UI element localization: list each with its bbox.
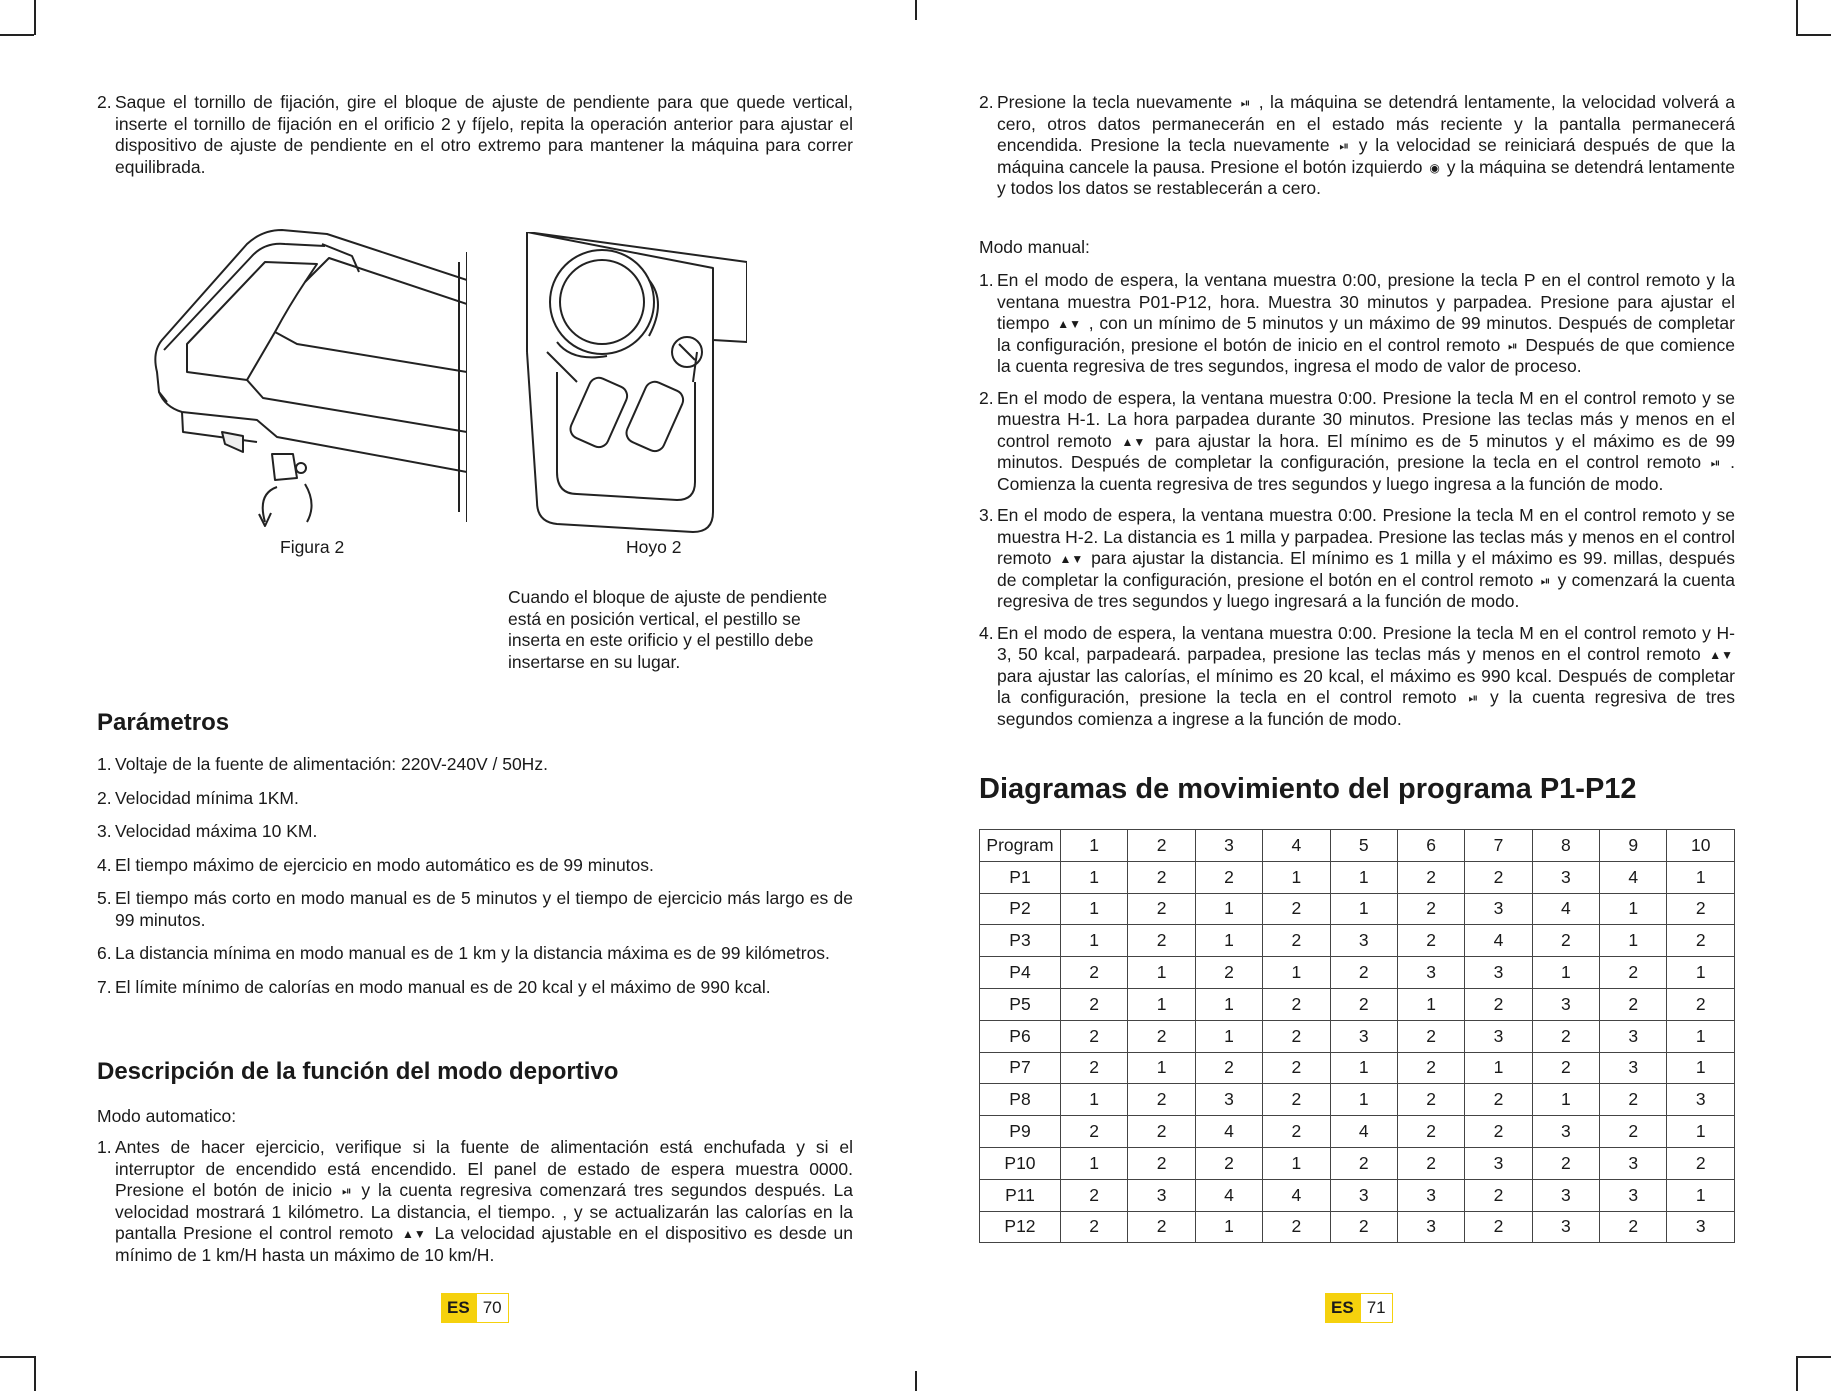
table-cell: 1	[1600, 893, 1667, 925]
crop-mark	[915, 1371, 917, 1391]
param-item: 3. Velocidad máxima 10 KM.	[97, 821, 318, 841]
page-number-left	[441, 1293, 509, 1323]
table-cell: 3	[1330, 925, 1397, 957]
param-text: Velocidad mínima 1KM.	[115, 787, 299, 808]
figure-caption: Cuando el bloque de ajuste de pendiente está en posición vertical, el pestillo se inserta en este orificio y el pestillo debe insertarse en su lugar.	[508, 587, 828, 672]
list-item: 1. Antes de hacer ejercicio, verifique si la fuente de alimentación está enchufada y si el interruptor de encendido está encendido. El panel de estado de espera muestra 0000. Presione el botón de inicio ⏯ y la cuenta regresiva comenzará tres segundos después. La velocidad mostrará 1 kilómetro. La distancia, el tiempo. , y se actualizarán las calorías en la pantalla Presione el control remoto ▲▼ La velocidad ajustable en el dispositivo es desde un mínimo de 1 km/H hasta un máximo de 10 km/H.	[97, 1137, 853, 1265]
table-cell: P9	[980, 1116, 1061, 1148]
crop-mark	[0, 1356, 34, 1358]
program-table	[979, 829, 1735, 1243]
table-cell: 2	[1195, 957, 1262, 989]
table-cell: 4	[1195, 1179, 1262, 1211]
manual-mode-label: Modo manual:	[979, 237, 1090, 257]
hole-figure	[517, 232, 747, 552]
table-cell: 1	[1667, 1179, 1735, 1211]
table-cell: 2	[1263, 1116, 1330, 1148]
table-cell: 1	[1263, 957, 1330, 989]
table-cell: 2	[1532, 1052, 1599, 1084]
table-cell: P4	[980, 957, 1061, 989]
table-cell: 2	[1397, 1052, 1464, 1084]
table-cell: 2	[1263, 1052, 1330, 1084]
table-cell: 4	[1330, 1116, 1397, 1148]
table-cell: 2	[1128, 1116, 1195, 1148]
table-cell: 1	[1128, 988, 1195, 1020]
table-cell: 3	[1465, 893, 1532, 925]
table-cell: 3	[1532, 861, 1599, 893]
up-down-arrows-icon: ▲▼	[1121, 434, 1146, 449]
table-cell: 3	[1330, 1020, 1397, 1052]
language-badge: ES	[1325, 1293, 1360, 1323]
manual-step: 1. En el modo de espera, la ventana muestra 0:00, presione la tecla P en el control remoto y la ventana muestra P01-P12, hora. Muestra 30 minutos y parpadea. Presione para ajustar el tiempo ▲▼ , con un mínimo de 5 minutos y un máximo de 99 minutos. Después de completar la configuración, presione el botón de inicio en el control remoto ⏯ Después de que comience la cuenta regresiva de tres segundos, ingresa el modo de valor de proceso.	[979, 270, 1735, 376]
right-page	[979, 92, 1736, 1237]
table-cell: 2	[1667, 1147, 1735, 1179]
table-cell: 2	[1330, 988, 1397, 1020]
table-row	[980, 1147, 1735, 1179]
manual-step: 2. En el modo de espera, la ventana muestra 0:00. Presione la tecla M en el control remoto y se muestra H-1. La hora parpadea durante 30 minutos. Presione las teclas más y menos en el control remoto ▲▼ para ajustar la hora. El mínimo es de 5 minutos y el máximo es de 99 minutos. Después de completar la configuración, presione la tecla en el control remoto ⏯ . Comienza la cuenta regresiva de tres segundos y luego ingresa a la función de modo.	[979, 387, 1736, 494]
table-cell: 3	[1397, 957, 1464, 989]
table-cell: Program	[980, 830, 1061, 862]
table-cell: 7	[1465, 830, 1532, 862]
table-row	[980, 893, 1735, 925]
table-row	[980, 1116, 1735, 1148]
table-row	[980, 988, 1735, 1020]
table-cell: 2	[1195, 1052, 1262, 1084]
table-cell: 5	[1330, 830, 1397, 862]
crop-mark	[1796, 1356, 1798, 1391]
param-text: El tiempo más corto en modo manual es de 5 minutos y el tiempo de ejercicio más largo es de 99 minutos.	[115, 888, 853, 930]
table-cell: 3	[1532, 1116, 1599, 1148]
left-page	[97, 92, 853, 1265]
table-cell: 3	[1600, 1052, 1667, 1084]
table-cell: 3	[1600, 1179, 1667, 1211]
table-cell: 2	[1195, 861, 1262, 893]
hole-label: Hoyo 2	[626, 537, 682, 557]
table-cell: 2	[1060, 1116, 1127, 1148]
auto-steps	[97, 1137, 853, 1266]
page-number-right	[1325, 1293, 1393, 1323]
figure-label: Figura 2	[280, 537, 345, 557]
table-row	[980, 1052, 1735, 1084]
table-cell: 2	[1060, 1052, 1127, 1084]
page-number: 71	[1360, 1293, 1393, 1323]
table-cell: 2	[1532, 1147, 1599, 1179]
table-cell: 2	[1397, 925, 1464, 957]
table-cell: 1	[1060, 861, 1127, 893]
table-cell: P10	[980, 1147, 1061, 1179]
param-item: 2. Velocidad mínima 1KM.	[97, 787, 299, 808]
table-cell: 4	[1465, 925, 1532, 957]
table-cell: 2	[1263, 1084, 1330, 1116]
crop-mark	[34, 1356, 36, 1391]
page-number: 70	[476, 1293, 509, 1323]
table-cell: 3	[1397, 1211, 1464, 1243]
table-cell: 1	[1330, 893, 1397, 925]
table-cell: 1	[1330, 861, 1397, 893]
table-cell: 2	[1397, 1116, 1464, 1148]
table-cell: 3	[1600, 1147, 1667, 1179]
table-cell: 2	[1532, 1020, 1599, 1052]
table-cell: 8	[1532, 830, 1599, 862]
table-cell: 9	[1600, 830, 1667, 862]
table-cell: 1	[1195, 1211, 1262, 1243]
play-pause-icon: ⏯	[1468, 691, 1479, 706]
table-cell: 1	[1195, 988, 1262, 1020]
table-cell: 2	[1600, 957, 1667, 989]
play-pause-icon: ⏯	[1508, 338, 1518, 353]
table-cell: P12	[980, 1211, 1061, 1243]
table-cell: 1	[1128, 957, 1195, 989]
table-cell: 2	[1532, 925, 1599, 957]
step-text: Saque el tornillo de fijación, gire el bloque de ajuste de pendiente para que quede vertical, inserte el tornillo de fijación en el orificio 2 y fíjelo, repita la operación anterior para ajustar el dispositivo de ajuste de pendiente en el otro extremo para mantener la máquina para correr equilibrada.	[115, 92, 853, 177]
table-cell: 1	[1263, 1147, 1330, 1179]
manual-step: 3. En el modo de espera, la ventana muestra 0:00. Presione la tecla M en el control remoto y se muestra H-2. La distancia es 1 milla y parpadea. Presione las teclas más y menos en el control remoto ▲▼ para ajustar la distancia. El mínimo es 1 milla y el máximo es 99. millas, después de completar la configuración, presione el botón en el control remoto ⏯ y comenzará la cuenta regresiva de tres segundos y luego ingresará a la función de modo.	[979, 505, 1735, 611]
table-cell: 1	[1128, 1052, 1195, 1084]
play-pause-icon: ⏯	[1240, 96, 1251, 111]
table-row	[980, 1211, 1735, 1243]
play-pause-icon: ⏯	[1339, 139, 1349, 154]
table-cell: 1	[1532, 957, 1599, 989]
treadmill-figure	[147, 222, 467, 552]
table-cell: 2	[1128, 1020, 1195, 1052]
up-down-arrows-icon: ▲▼	[1709, 648, 1733, 663]
table-cell: 2	[1263, 1020, 1330, 1052]
table-cell: 1	[1263, 861, 1330, 893]
table-cell: 2	[1397, 1084, 1464, 1116]
crop-mark	[0, 34, 34, 36]
table-cell: 1	[1667, 1052, 1735, 1084]
table-cell: 1	[1465, 1052, 1532, 1084]
table-cell: 1	[1532, 1084, 1599, 1116]
table-cell: P3	[980, 925, 1061, 957]
param-item: 4. El tiempo máximo de ejercicio en modo automático es de 99 minutos.	[97, 854, 654, 875]
table-cell: 1	[1330, 1052, 1397, 1084]
param-item: 7. El límite mínimo de calorías en modo manual es de 20 kcal y el máximo de 990 kcal.	[97, 976, 771, 997]
table-cell: 1	[1600, 925, 1667, 957]
table-cell: 2	[1060, 1020, 1127, 1052]
table-cell: 4	[1195, 1116, 1262, 1148]
table-cell: 2	[1330, 1147, 1397, 1179]
table-cell: 2	[1263, 1211, 1330, 1243]
table-cell: 2	[1330, 1211, 1397, 1243]
table-cell: 4	[1600, 861, 1667, 893]
table-cell: 1	[1060, 1147, 1127, 1179]
up-down-arrows-icon: ▲▼	[1059, 552, 1084, 567]
crop-mark	[1796, 34, 1831, 36]
table-cell: 2	[1667, 988, 1735, 1020]
table-cell: 2	[1128, 1147, 1195, 1179]
table-cell: 1	[1330, 1084, 1397, 1116]
crop-mark	[1796, 1356, 1831, 1358]
table-cell: 3	[1667, 1084, 1735, 1116]
table-row	[980, 861, 1735, 893]
intro-steps	[97, 92, 853, 178]
table-cell: 2	[1600, 988, 1667, 1020]
param-item: 6. La distancia mínima en modo manual es de 1 km y la distancia máxima es de 99 kilómetros.	[97, 943, 830, 963]
table-cell: 2	[1128, 1211, 1195, 1243]
table-cell: P8	[980, 1084, 1061, 1116]
table-cell: 3	[1465, 957, 1532, 989]
table-cell: 1	[1060, 893, 1127, 925]
up-down-arrows-icon: ▲▼	[402, 1227, 426, 1242]
language-badge: ES	[441, 1293, 476, 1323]
table-cell: 2	[1128, 861, 1195, 893]
table-cell: 2	[1195, 1147, 1262, 1179]
sport-title: Descripción de la función del modo deportivo	[97, 1058, 619, 1085]
table-cell: 2	[1465, 1179, 1532, 1211]
table-cell: 6	[1397, 830, 1464, 862]
table-cell: 2	[1667, 925, 1735, 957]
table-cell: 3	[1532, 988, 1599, 1020]
params-title: Parámetros	[97, 709, 230, 736]
table-cell: P7	[980, 1052, 1061, 1084]
param-item: 5. El tiempo más corto en modo manual es de 5 minutos y el tiempo de ejercicio más largo es de 99 minutos.	[97, 888, 853, 930]
table-cell: 3	[1667, 1211, 1735, 1243]
table-cell: 2	[1128, 830, 1195, 862]
table-cell: 2	[1330, 957, 1397, 989]
table-cell: 2	[1263, 925, 1330, 957]
param-item: 1. Voltaje de la fuente de alimentación: 220V-240V / 50Hz.	[97, 754, 548, 774]
table-cell: 1	[1667, 861, 1735, 893]
table-cell: 3	[1195, 830, 1262, 862]
right-steps	[979, 92, 1735, 200]
param-text: Voltaje de la fuente de alimentación: 220V-240V / 50Hz.	[115, 754, 548, 774]
table-cell: P2	[980, 893, 1061, 925]
param-text: La distancia mínima en modo manual es de 1 km y la distancia máxima es de 99 kilómetros.	[115, 943, 830, 963]
table-row	[980, 1084, 1735, 1116]
manual-steps	[979, 270, 1735, 740]
table-cell: 3	[1532, 1211, 1599, 1243]
table-cell: 1	[1667, 957, 1735, 989]
list-item: 2. Saque el tornillo de fijación, gire el bloque de ajuste de pendiente para que quede vertical, inserte el tornillo de fijación en el orificio 2 y fíjelo, repita la operación anterior para ajustar el dispositivo de ajuste de pendiente en el otro extremo para mantener la máquina para correr equilibrada.	[97, 92, 853, 177]
table-cell: 1	[1667, 1020, 1735, 1052]
table-cell: 2	[1060, 988, 1127, 1020]
table-cell: 1	[1195, 893, 1262, 925]
table-cell: 2	[1600, 1116, 1667, 1148]
table-cell: 2	[1060, 1211, 1127, 1243]
table-cell: 2	[1397, 861, 1464, 893]
table-cell: 1	[1667, 1116, 1735, 1148]
play-pause-icon: ⏯	[1540, 573, 1551, 588]
params-list	[97, 754, 853, 1010]
table-cell: 2	[1060, 957, 1127, 989]
table-cell: 2	[1465, 861, 1532, 893]
play-pause-icon: ⏯	[1710, 456, 1721, 471]
table-cell: P11	[980, 1179, 1061, 1211]
table-cell: 2	[1397, 1020, 1464, 1052]
stop-icon: ◉	[1429, 160, 1440, 175]
table-cell: 3	[1397, 1179, 1464, 1211]
table-row	[980, 957, 1735, 989]
table-row	[980, 1020, 1735, 1052]
param-text: Velocidad máxima 10 KM.	[115, 821, 318, 841]
table-cell: P1	[980, 861, 1061, 893]
table-cell: 2	[1128, 1084, 1195, 1116]
table-cell: 3	[1128, 1179, 1195, 1211]
table-cell: 1	[1397, 988, 1464, 1020]
table-cell: 2	[1397, 893, 1464, 925]
table-cell: 3	[1532, 1179, 1599, 1211]
table-cell: 2	[1128, 893, 1195, 925]
table-cell: 2	[1465, 988, 1532, 1020]
table-cell: 2	[1465, 1211, 1532, 1243]
table-cell: 4	[1263, 1179, 1330, 1211]
auto-mode-label: Modo automatico:	[97, 1106, 237, 1126]
table-cell: 2	[1263, 988, 1330, 1020]
table-cell: 3	[1600, 1020, 1667, 1052]
crop-mark	[1796, 0, 1798, 35]
table-cell: P6	[980, 1020, 1061, 1052]
table-cell: 10	[1667, 830, 1735, 862]
table-cell: 3	[1330, 1179, 1397, 1211]
list-item: 2. Presione la tecla nuevamente ⏯ , la máquina se detendrá lentamente, la velocidad volverá a cero, otros datos permanecerán en el estado más reciente y la pantalla permanecerá encendida. Presione la tecla nuevamente ⏯ y la velocidad se reiniciará después de que la máquina cancele la pausa. Presione el botón izquierdo ◉ y la máquina se detendrá lentamente y todos los datos se restablecerán a cero.	[979, 92, 1735, 198]
table-cell: 2	[1600, 1211, 1667, 1243]
table-cell: 1	[1060, 925, 1127, 957]
table-cell: 2	[1263, 893, 1330, 925]
table-row	[980, 1179, 1735, 1211]
crop-mark	[34, 0, 36, 35]
table-cell: 3	[1195, 1084, 1262, 1116]
manual-step: 4. En el modo de espera, la ventana muestra 0:00. Presione la tecla M en el control remoto y H-3, 50 kcal, parpadeará. parpadea, presione las teclas más y menos en el control remoto ▲▼ para ajustar las calorías, el mínimo es 20 kcal, el máximo es 990 kcal. Después de completar la configuración, presione la tecla en el control remoto ⏯ y la cuenta regresiva de tres segundos comienza a ingrese a la función de modo.	[979, 622, 1735, 729]
table-row	[980, 925, 1735, 957]
table-cell: 4	[1532, 893, 1599, 925]
figures	[97, 222, 853, 557]
param-text: El límite mínimo de calorías en modo manual es de 20 kcal y el máximo de 990 kcal.	[115, 976, 771, 997]
table-cell: 2	[1465, 1116, 1532, 1148]
table-cell: 2	[1600, 1084, 1667, 1116]
table-cell: 2	[1397, 1147, 1464, 1179]
table-cell: 3	[1465, 1147, 1532, 1179]
table-cell: 2	[1465, 1084, 1532, 1116]
param-text: El tiempo máximo de ejercicio en modo automático es de 99 minutos.	[115, 854, 654, 875]
table-cell: 1	[1060, 830, 1127, 862]
diagram-title: Diagramas de movimiento del programa P1-P12	[979, 773, 1637, 805]
up-down-arrows-icon: ▲▼	[1057, 317, 1082, 332]
play-pause-icon: ⏯	[341, 1184, 352, 1199]
table-cell: 1	[1195, 1020, 1262, 1052]
table-cell: 1	[1195, 925, 1262, 957]
table-cell: 2	[1128, 925, 1195, 957]
table-cell: P5	[980, 988, 1061, 1020]
table-cell: 3	[1465, 1020, 1532, 1052]
table-cell: 2	[1667, 893, 1735, 925]
table-header-row	[980, 830, 1735, 862]
table-cell: 2	[1060, 1179, 1127, 1211]
crop-mark	[915, 0, 917, 20]
table-cell: 1	[1060, 1084, 1127, 1116]
table-cell: 4	[1263, 830, 1330, 862]
